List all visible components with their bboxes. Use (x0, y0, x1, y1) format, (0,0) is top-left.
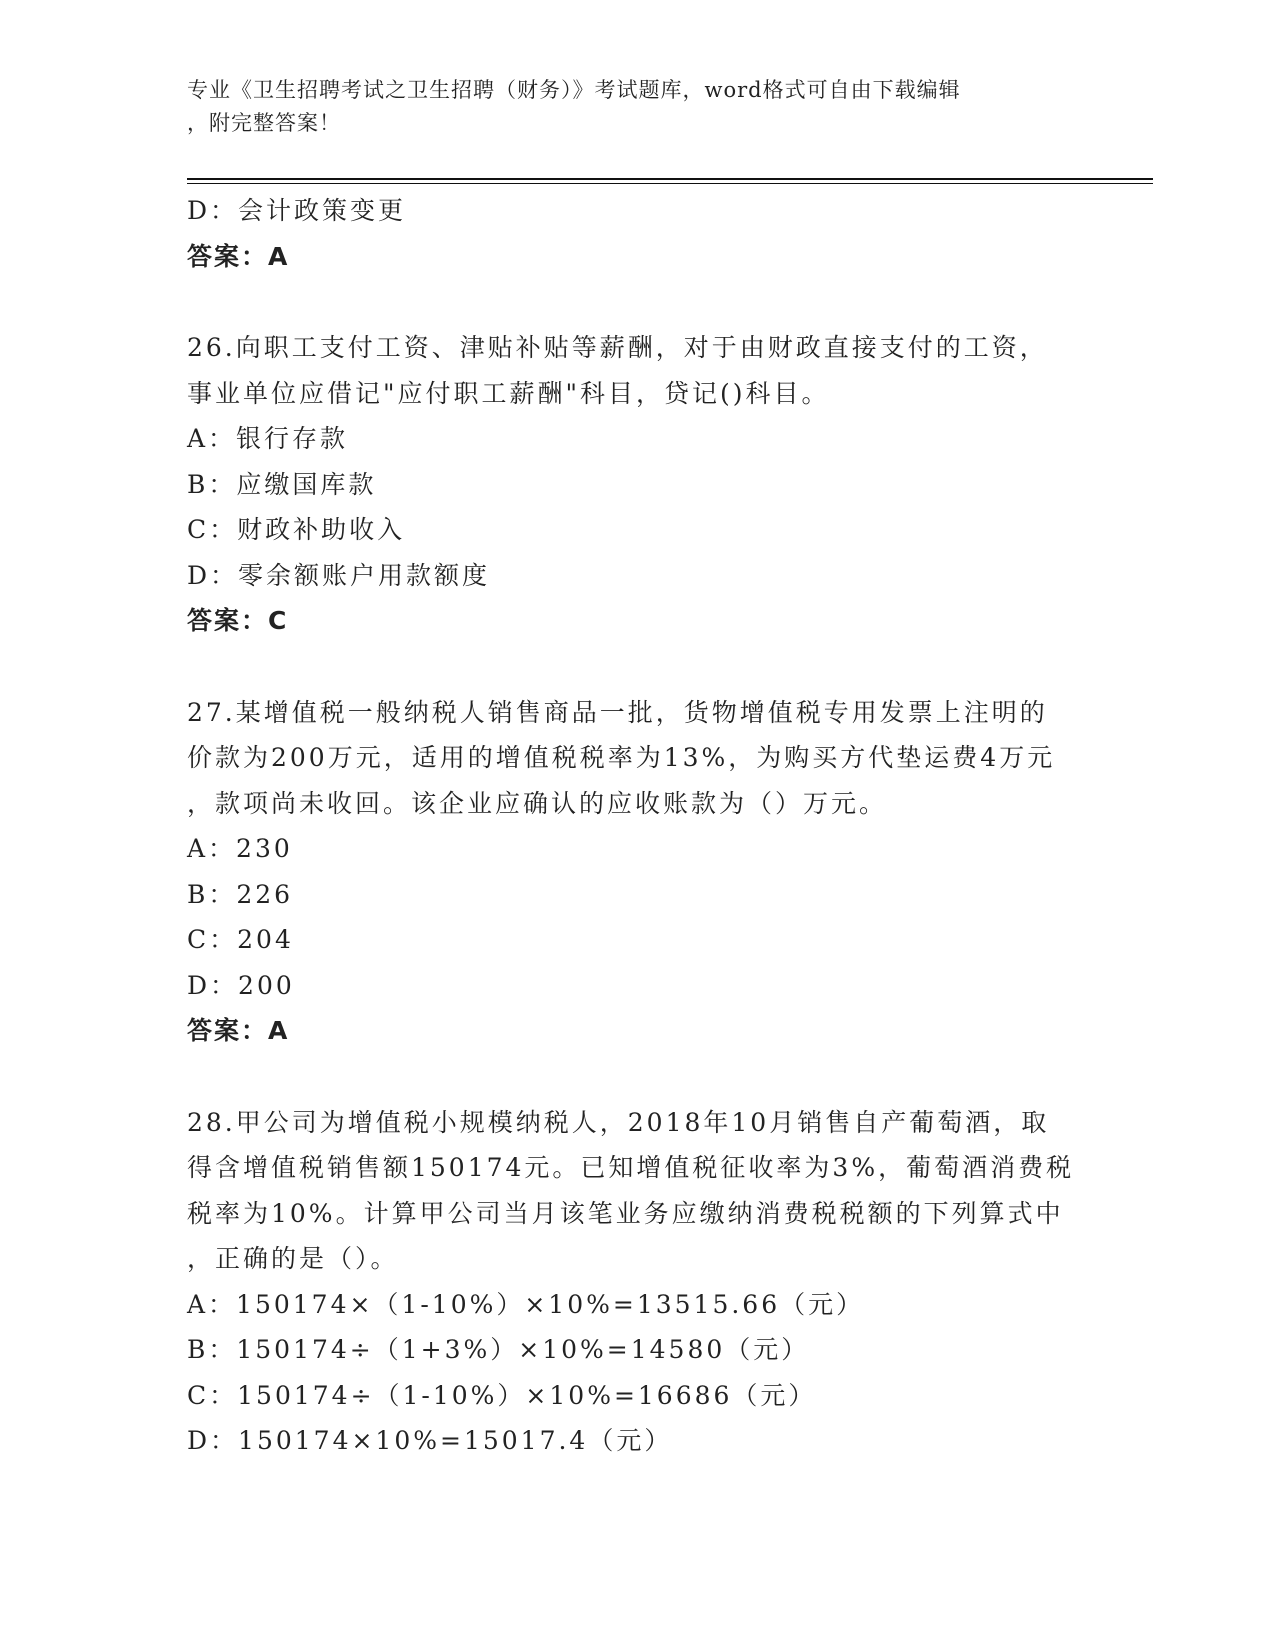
question-text-line: 价款为200万元，适用的增值税税率为13%，为购买方代垫运费4万元 (187, 743, 1056, 772)
answer-line: 答案：A (187, 241, 290, 271)
question-28 (187, 1100, 1087, 1464)
question-content (187, 188, 1087, 1464)
answer-line: 答案：C (187, 606, 289, 635)
option-b: B：226 (187, 879, 294, 909)
spacer (187, 644, 1087, 690)
option-b: B：150174÷（1+3%）×10%=14580（元） (187, 1335, 810, 1364)
question-text-line: 得含增值税销售额150174元。已知增值税征收率为3%，葡萄酒消费税 (187, 1153, 1075, 1182)
option-c: C：财政补助收入 (187, 515, 406, 544)
option-d: D：200 (187, 970, 295, 1000)
header-rule-thin (187, 183, 1153, 184)
option-b: B：应缴国库款 (187, 469, 377, 499)
question-text-line: ，正确的是（）。 (187, 1244, 399, 1273)
question-text-line: 事业单位应借记"应付职工薪酬"科目，贷记()科目。 (187, 378, 830, 408)
option-a: A：150174×（1-10%）×10%=13515.66（元） (187, 1289, 865, 1319)
spacer (187, 1054, 1087, 1100)
question-text-line: ，款项尚未收回。该企业应确认的应收账款为（）万元。 (187, 788, 888, 818)
header-rule-thick (187, 178, 1153, 180)
option-d: D：150174×10%=15017.4（元） (187, 1426, 673, 1455)
option-d: D：会计政策变更 (187, 196, 407, 225)
option-a: A：银行存款 (187, 424, 349, 453)
question-text-line: 税率为10%。计算甲公司当月该笔业务应缴纳消费税税额的下列算式中 (187, 1198, 1064, 1228)
question-text-line: 27.某增值税一般纳税人销售商品一批，货物增值税专用发票上注明的 (187, 697, 1048, 727)
answer-line: 答案：A (187, 1016, 290, 1045)
page-header (187, 74, 1067, 140)
question-text-line: 26.向职工支付工资、津贴补贴等薪酬，对于由财政直接支付的工资， (187, 333, 1048, 362)
option-a: A：230 (187, 834, 293, 863)
question-26 (187, 325, 1087, 644)
header-line-2: ，附完整答案！ (187, 111, 341, 135)
question-text-line: 28.甲公司为增值税小规模纳税人，2018年10月销售自产葡萄酒，取 (187, 1107, 1050, 1137)
header-line-1: 专业《卫生招聘考试之卫生招聘（财务）》考试题库，word格式可自由下载编辑 (187, 78, 961, 102)
spacer (187, 279, 1087, 325)
option-d: D：零余额账户用款额度 (187, 560, 491, 590)
option-c: C：150174÷（1-10%）×10%=16686（元） (187, 1380, 817, 1410)
question-27 (187, 690, 1087, 1054)
option-c: C：204 (187, 925, 294, 954)
